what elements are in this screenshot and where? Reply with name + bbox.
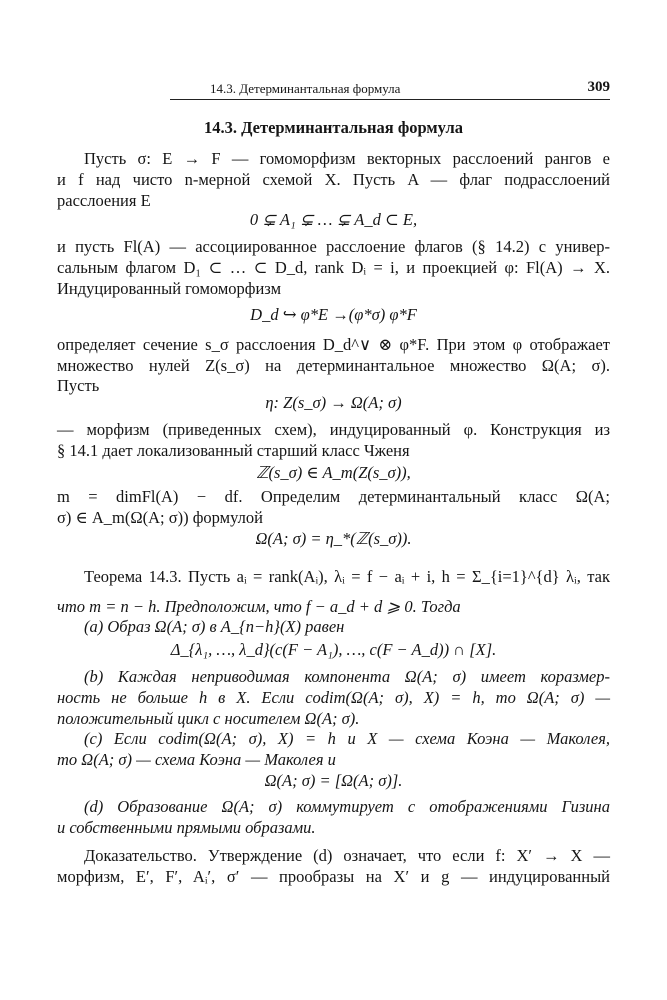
theorem-line: (a) Образ Ω(A; σ) в A_{n−h}(X) равен (84, 617, 345, 636)
theorem-line: то Ω(A; σ) — схема Коэна — Маколея и (57, 750, 336, 769)
proof-line: морфизм, E′, F′, Aᵢ′, σ′ — прообразы на X′ и g — индуцированный (57, 867, 610, 886)
running-header-title: 14.3. Детерминантальная формула (210, 81, 401, 96)
theorem-line: (c) Если codim(Ω(A; σ), X) = h и X — схема Коэна — Маколея, (84, 729, 610, 748)
text-line: определяет сечение s_σ расслоения D_d^∨ ⊗ φ*F. При этом φ отображает (57, 335, 610, 354)
formula: D_d ↪ φ*E →(φ*σ) φ*F (250, 305, 417, 324)
theorem-line: и собственными прямыми образами. (57, 818, 316, 837)
theorem-line: Теорема 14.3. Пусть aᵢ = rank(Aᵢ), λᵢ = f − aᵢ + i, h = Σ_{i=1}^{d} λᵢ, так (84, 567, 610, 586)
formula: η: Z(s_σ) → Ω(A; σ) (265, 393, 402, 412)
theorem-line: положительный цикл с носителем Ω(A; σ). (57, 709, 360, 728)
text-line: и f над чисто n-мерной схемой X. Пусть A — флаг подрасслоений (57, 170, 610, 189)
page-number: 309 (587, 79, 610, 95)
text-line: — морфизм (приведенных схем), индуцированный φ. Конструкция из (57, 420, 610, 439)
text-line: σ) ∈ A_m(Ω(A; σ)) формулой (57, 508, 263, 527)
text-line: Пусть (57, 376, 100, 395)
formula: 0 ⊊ A₁ ⊊ … ⊊ A_d ⊂ E, (249, 210, 418, 229)
header-rule (170, 99, 610, 100)
formula: Ω(A; σ) = [Ω(A; σ)]. (264, 771, 403, 790)
text-line: Индуцированный гомоморфизм (57, 279, 282, 298)
text-line: и пусть Fl(A) — ассоциированное расслоение флагов (§ 14.2) с универ- (57, 237, 610, 256)
running-header (170, 79, 610, 101)
theorem-line: (d) Образование Ω(A; σ) коммутирует с отображениями Гизина (84, 797, 610, 816)
text-line: Пусть σ: E → F — гомоморфизм векторных расслоений рангов e (84, 149, 610, 168)
formula: Ω(A; σ) = η_*(ℤ(s_σ)). (255, 529, 412, 548)
formula: Δ_{λ₁, …, λ_d}(c(F − A₁), …, c(F − A_d)) ∩ [X]. (170, 640, 497, 659)
proof-line: Доказательство. Утверждение (d) означает, что если f: X′ → X — (84, 846, 610, 865)
text-line: m = dimFl(A) − df. Определим детерминантальный класс Ω(A; (57, 487, 610, 506)
section-title: 14.3. Детерминантальная формула (203, 118, 464, 137)
theorem-line: ность не больше h в X. Если codim(Ω(A; σ), X) = h, то Ω(A; σ) — (57, 688, 610, 707)
text-line: расслоения E (57, 191, 151, 210)
theorem-line: (b) Каждая неприводимая компонента Ω(A; σ) имеет коразмер- (84, 667, 610, 686)
text-line: множество нулей Z(s_σ) на детерминантальное множество Ω(A; σ). (57, 356, 610, 375)
text-line: § 14.1 дает локализованный старший класс Чженя (57, 441, 410, 460)
theorem-line: что m = n − h. Предположим, что f − a_d + d ⩾ 0. Тогда (57, 597, 461, 616)
formula: ℤ(s_σ) ∈ A_m(Z(s_σ)), (256, 463, 411, 482)
text-line: сальным флагом D₁ ⊂ … ⊂ D_d, rank Dᵢ = i, и проекцией φ: Fl(A) → X. (57, 258, 610, 277)
